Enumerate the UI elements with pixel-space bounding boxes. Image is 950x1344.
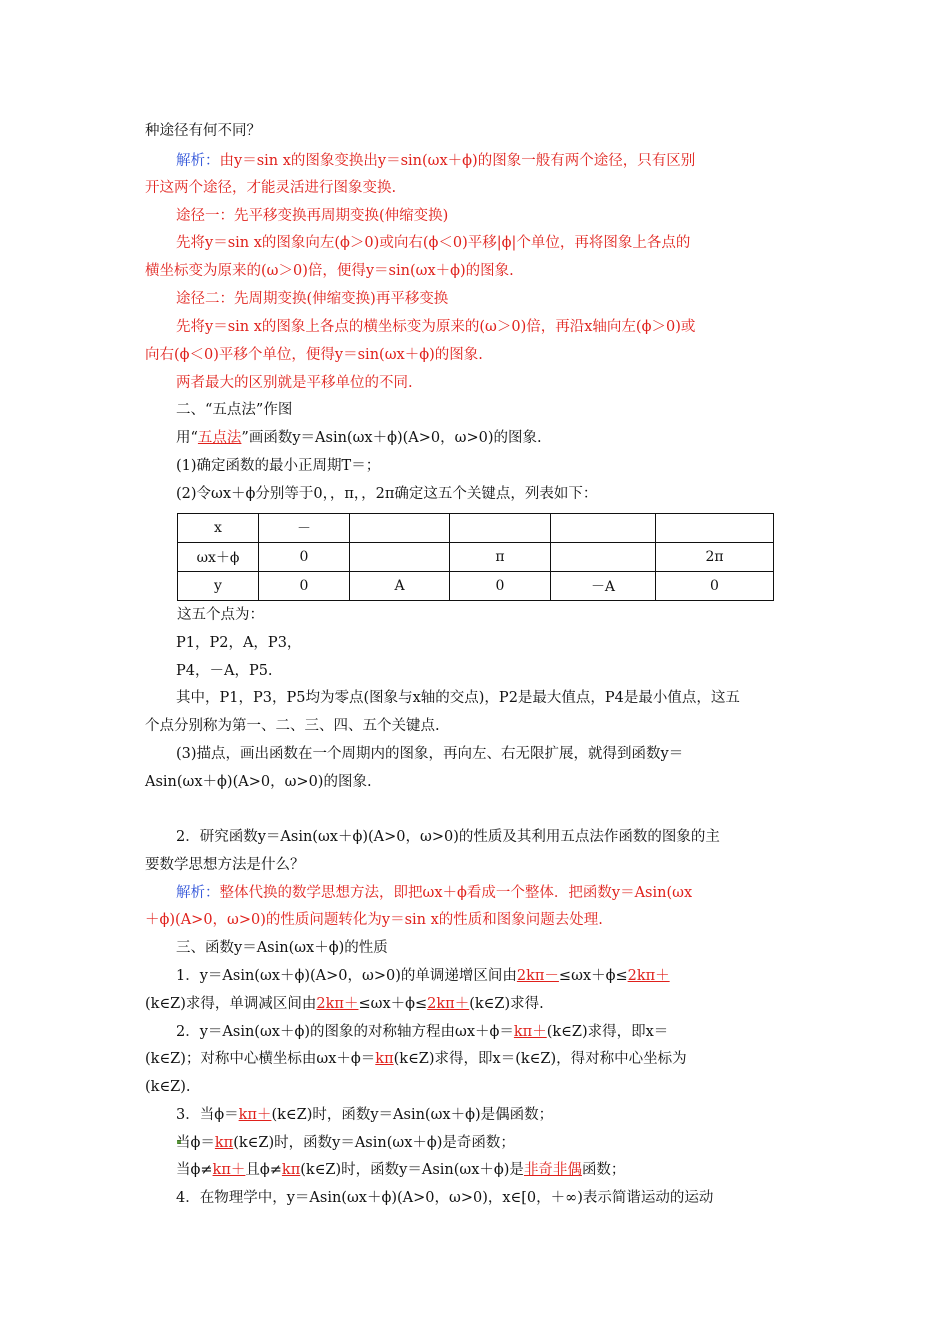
text-line: 3．当ϕ＝kπ＋(k∈Z)时，函数y＝Asin(ωx＋ϕ)是偶函数；: [176, 1107, 554, 1123]
section-heading: 二、“五点法”作图: [176, 402, 293, 418]
text-line: 种途径有何不同？: [145, 123, 261, 139]
analysis-label: 解析：: [176, 153, 220, 169]
text-line: 开这两个途径，才能灵活进行图象变换.: [145, 180, 397, 196]
text-line: Asin(ωx＋ϕ)(A>0，ω>0)的图象.: [145, 774, 372, 790]
text-line: 向右(ϕ＜0)平移个单位，便得y＝sin(ωx＋ϕ)的图象.: [145, 347, 483, 363]
text-line: 两者最大的区别就是平移单位的不同.: [176, 375, 413, 391]
table-cell: 0: [450, 572, 551, 601]
text-line: P4，－A，P5.: [176, 663, 273, 679]
table-cell: [450, 514, 551, 543]
table-cell: A: [350, 572, 450, 601]
text-line: 先将y＝sin x的图象上各点的横坐标变为原来的(ω＞0)倍，再沿x轴向左(ϕ＞0)或: [176, 319, 696, 335]
table-cell: [656, 514, 774, 543]
text-line: 2．y＝Asin(ωx＋ϕ)的图象的对称轴方程由ωx＋ϕ＝kπ＋(k∈Z)求得，即x＝: [176, 1024, 669, 1040]
text-line: 4．在物理学中，y＝Asin(ωx＋ϕ)(A>0，ω>0)，x∈[0，＋∞)表示简谐运动的运动: [176, 1190, 714, 1206]
table-cell: [350, 514, 450, 543]
table-cell: ωx＋ϕ: [178, 543, 259, 572]
table-cell: [551, 543, 656, 572]
text-line: 个点分别称为第一、二、三、四、五个关键点.: [145, 718, 440, 734]
text-line: 这五个点为：: [177, 607, 264, 623]
text-line: 当ϕ＝kπ(k∈Z)时，函数y＝Asin(ωx＋ϕ)是奇函数；: [176, 1135, 515, 1151]
question-line: 要数学思想方法是什么？: [145, 857, 305, 873]
table-cell: [350, 543, 450, 572]
five-point-table: [177, 513, 774, 601]
table-row: [178, 543, 774, 572]
question-line: 2．研究函数y＝Asin(ωx＋ϕ)(A>0，ω>0)的性质及其利用五点法作函数的图象的主: [176, 829, 720, 845]
text-line: 1．y＝Asin(ωx＋ϕ)(A>0，ω>0)的单调递增区间由2kπ－≤ωx＋ϕ≤2kπ＋: [176, 968, 670, 984]
text-line: ＋ϕ)(A>0，ω>0)的性质问题转化为y＝sin x的性质和图象问题去处理.: [145, 912, 603, 928]
text-line: P1，P2，A，P3，: [176, 635, 302, 651]
text-line: 横坐标变为原来的(ω＞0)倍，便得y＝sin(ωx＋ϕ)的图象.: [145, 263, 514, 279]
table-cell: －A: [551, 572, 656, 601]
text-line: 解析：由y＝sin x的图象变换出y＝sin(ωx＋ϕ)的图象一般有两个途径，只有区别: [176, 153, 696, 169]
table-cell: 2π: [656, 543, 774, 572]
section-heading: 三、函数y＝Asin(ωx＋ϕ)的性质: [176, 940, 388, 956]
text-line: (1)确定函数的最小正周期T＝；: [176, 458, 381, 474]
table-cell: 0: [259, 572, 350, 601]
text-line: (k∈Z)求得，单调减区间由2kπ＋≤ωx＋ϕ≤2kπ＋(k∈Z)求得.: [145, 996, 544, 1012]
table-cell: y: [178, 572, 259, 601]
text-line: 用“五点法”画函数y＝Asin(ωx＋ϕ)(A>0，ω>0)的图象.: [176, 430, 542, 446]
text-line: 当ϕ≠kπ＋且ϕ≠kπ(k∈Z)时，函数y＝Asin(ωx＋ϕ)是非奇非偶函数；: [176, 1162, 626, 1178]
table-cell: π: [450, 543, 551, 572]
table-cell: －: [259, 514, 350, 543]
table-cell: 0: [259, 543, 350, 572]
table-cell: x: [178, 514, 259, 543]
table-cell: 0: [656, 572, 774, 601]
text-line: (2)令ωx＋ϕ分别等于0，，π，，2π确定这五个关键点，列表如下：: [176, 486, 598, 502]
analysis-label: 解析：: [176, 885, 220, 901]
table-cell: [551, 514, 656, 543]
text-line: (k∈Z).: [145, 1079, 191, 1095]
text-line: 途径一：先平移变换再周期变换(伸缩变换): [176, 208, 449, 224]
text-line: (k∈Z)；对称中心横坐标由ωx＋ϕ＝kπ(k∈Z)求得，即x＝(k∈Z)，得对称中心坐标为: [145, 1051, 687, 1067]
text-line: (3)描点，画出函数在一个周期内的图象，再向左、右无限扩展，就得到函数y＝: [176, 746, 684, 762]
text-line: 先将y＝sin x的图象向左(ϕ＞0)或向右(ϕ＜0)平移|ϕ|个单位，再将图象上各点的: [176, 235, 691, 251]
text-line: 解析：整体代换的数学思想方法，即把ωx＋ϕ看成一个整体．把函数y＝Asin(ωx: [176, 885, 693, 901]
text-line: 途径二：先周期变换(伸缩变换)再平移变换: [176, 291, 449, 307]
text-line: 其中，P1，P3，P5均为零点(图象与x轴的交点)，P2是最大值点，P4是最小值点，这五: [176, 690, 740, 706]
table-row: [178, 572, 774, 601]
table-row: [178, 514, 774, 543]
